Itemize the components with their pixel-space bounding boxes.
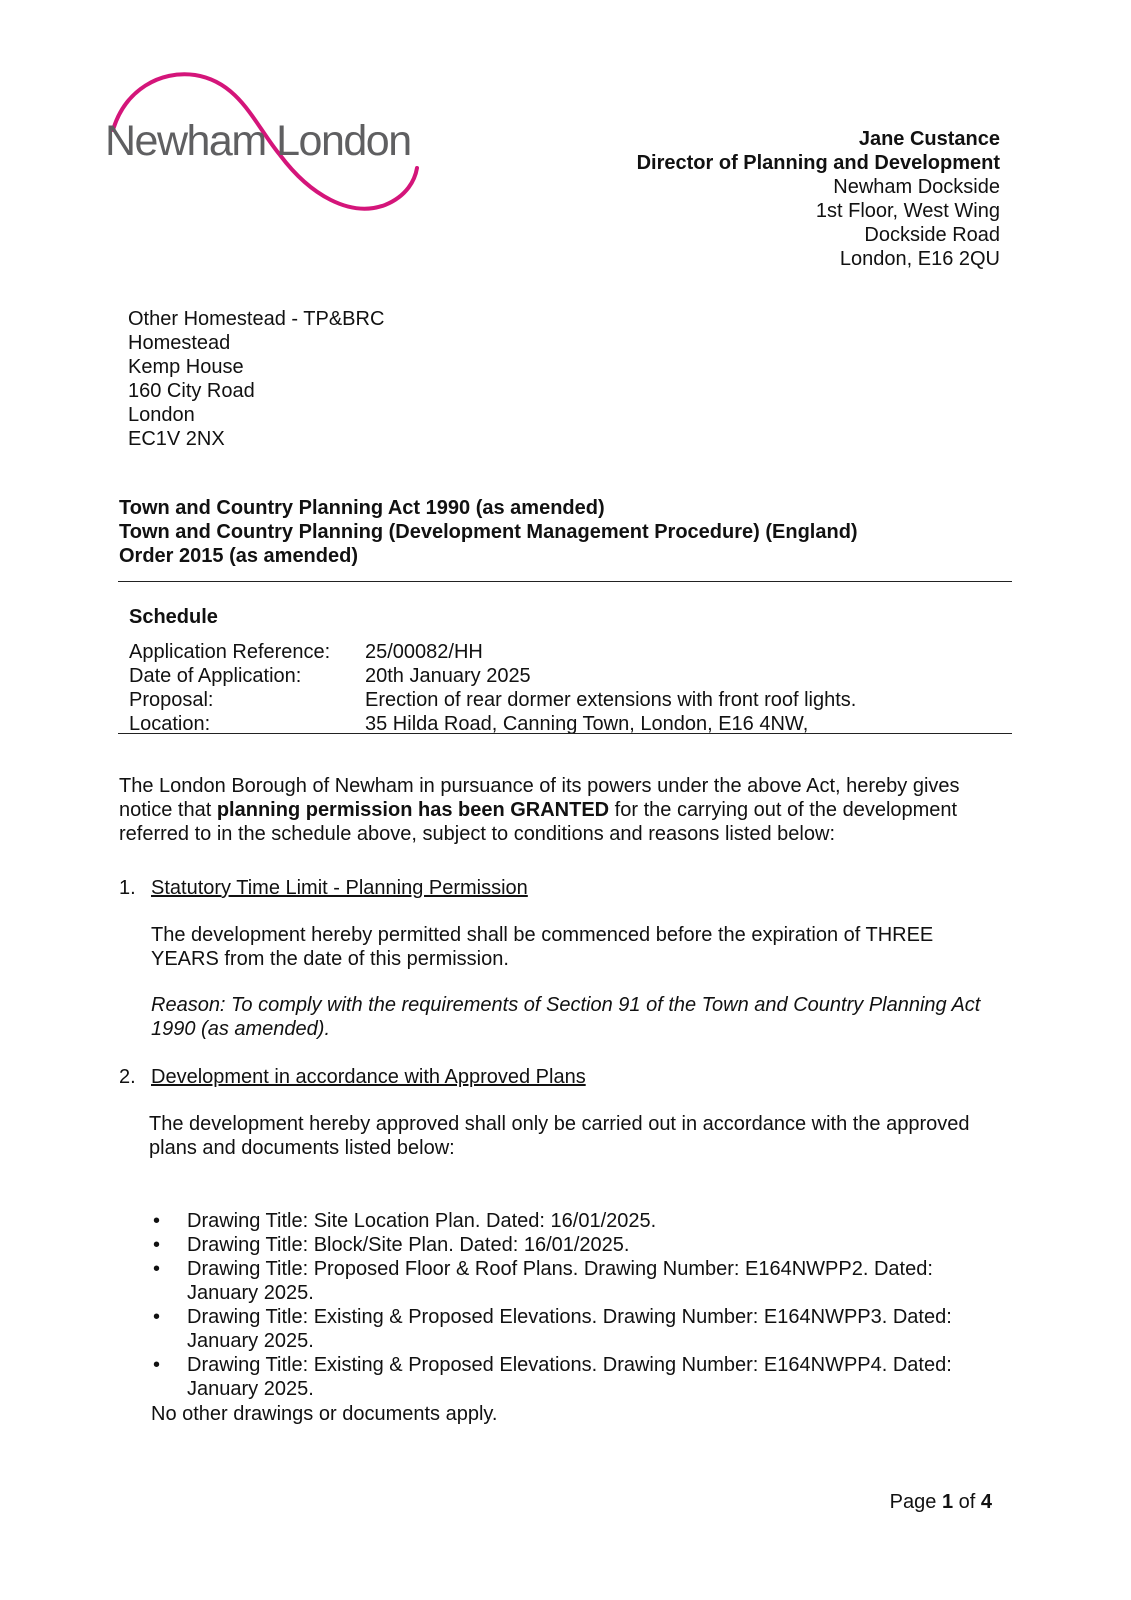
recipient-line: London xyxy=(128,404,195,426)
notice-text: The London Borough of Newham in pursuance of its powers under the above Act, hereby gives notice that xyxy=(119,775,960,821)
page-number xyxy=(890,1490,992,1514)
drawing-list-item xyxy=(153,1305,998,1353)
sender-title: Director of Planning and Development xyxy=(636,152,1000,174)
bullet-icon: • xyxy=(153,1234,161,1256)
drawing-text: Drawing Title: Existing & Proposed Elevations. Drawing Number: E164NWPP3. Dated: January 2025. xyxy=(187,1306,952,1352)
condition-number: 1. xyxy=(119,877,136,899)
schedule-title: Schedule xyxy=(129,606,218,628)
condition-reason: Reason: To comply with the requirements of Section 91 of the Town and Country Planning Act 1990 (as amended). xyxy=(151,994,981,1040)
drawing-text: Drawing Title: Site Location Plan. Dated: 16/01/2025. xyxy=(187,1210,657,1232)
sender-address-line: Newham Dockside xyxy=(833,176,1000,198)
notice-text: for the carrying out of the development referred to in the schedule above, subject to conditions and reasons listed below: xyxy=(119,799,958,845)
sender-address-line: 1st Floor, West Wing xyxy=(815,200,1000,222)
act-heading: Order 2015 (as amended) xyxy=(119,545,358,567)
schedule-bottom-divider xyxy=(118,733,1012,734)
bullet-icon: • xyxy=(153,1306,161,1328)
schedule-label: Proposal: xyxy=(129,689,214,711)
drawing-list-item xyxy=(153,1257,998,1305)
condition-number: 2. xyxy=(119,1066,136,1088)
sender-block xyxy=(637,127,1000,271)
grant-notice-paragraph xyxy=(119,774,979,846)
bullet-icon: • xyxy=(153,1258,161,1280)
recipient-line: Homestead xyxy=(128,332,231,354)
drawing-list-item xyxy=(153,1233,998,1257)
drawing-list-item xyxy=(153,1209,998,1233)
condition-title: Development in accordance with Approved Plans xyxy=(151,1066,586,1088)
schedule-row xyxy=(129,688,856,712)
page-current: 1 xyxy=(941,1491,954,1513)
drawing-text: Drawing Title: Proposed Floor & Roof Plans. Drawing Number: E164NWPP2. Dated: January 2025. xyxy=(187,1258,933,1304)
act-heading: Town and Country Planning (Development Management Procedure) (England) xyxy=(119,521,858,543)
recipient-line: EC1V 2NX xyxy=(128,428,225,450)
schedule-top-divider xyxy=(118,581,1012,582)
condition-title: Statutory Time Limit - Planning Permission xyxy=(151,877,528,899)
schedule-value: 20th January 2025 xyxy=(365,665,531,687)
page-of: of xyxy=(958,1491,976,1513)
schedule-value: Erection of rear dormer extensions with front roof lights. xyxy=(365,689,857,711)
recipient-line: 160 City Road xyxy=(128,380,255,402)
schedule-table xyxy=(129,640,856,736)
drawing-text: Drawing Title: Existing & Proposed Elevations. Drawing Number: E164NWPP4. Dated: January 2025. xyxy=(187,1354,952,1400)
schedule-label: Date of Application: xyxy=(129,665,302,687)
notice-granted-emphasis: planning permission has been GRANTED xyxy=(216,799,610,821)
drawing-text: Drawing Title: Block/Site Plan. Dated: 16/01/2025. xyxy=(187,1234,630,1256)
sender-address-line: Dockside Road xyxy=(864,224,1000,246)
recipient-address xyxy=(128,307,384,451)
sender-address-line: London, E16 2QU xyxy=(839,248,1000,270)
schedule-label: Application Reference: xyxy=(129,641,331,663)
bullet-icon: • xyxy=(153,1354,161,1376)
condition-closing: No other drawings or documents apply. xyxy=(151,1403,498,1425)
schedule-value: 35 Hilda Road, Canning Town, London, E16 4NW, xyxy=(365,713,809,735)
drawing-list-item xyxy=(153,1353,998,1401)
logo-text: Newham London xyxy=(105,117,411,165)
approved-drawings-list xyxy=(153,1209,998,1401)
schedule-label: Location: xyxy=(129,713,211,735)
condition-text: The development hereby permitted shall be commenced before the expiration of THREE YEARS from the date of this permission. xyxy=(151,924,934,970)
act-heading: Town and Country Planning Act 1990 (as amended) xyxy=(119,497,605,519)
page-total: 4 xyxy=(980,1491,992,1513)
sender-name: Jane Custance xyxy=(858,128,1000,150)
page-word: Page xyxy=(889,1491,937,1513)
recipient-line: Kemp House xyxy=(128,356,244,378)
schedule-row xyxy=(129,664,856,688)
condition-text: The development hereby approved shall only be carried out in accordance with the approved plans and documents listed below: xyxy=(149,1113,970,1159)
newham-london-logo xyxy=(105,70,430,215)
schedule-row xyxy=(129,640,856,664)
act-headings xyxy=(119,496,858,568)
recipient-line: Other Homestead - TP&BRC xyxy=(128,308,385,330)
schedule-value: 25/00082/HH xyxy=(365,641,483,663)
bullet-icon: • xyxy=(153,1210,161,1232)
